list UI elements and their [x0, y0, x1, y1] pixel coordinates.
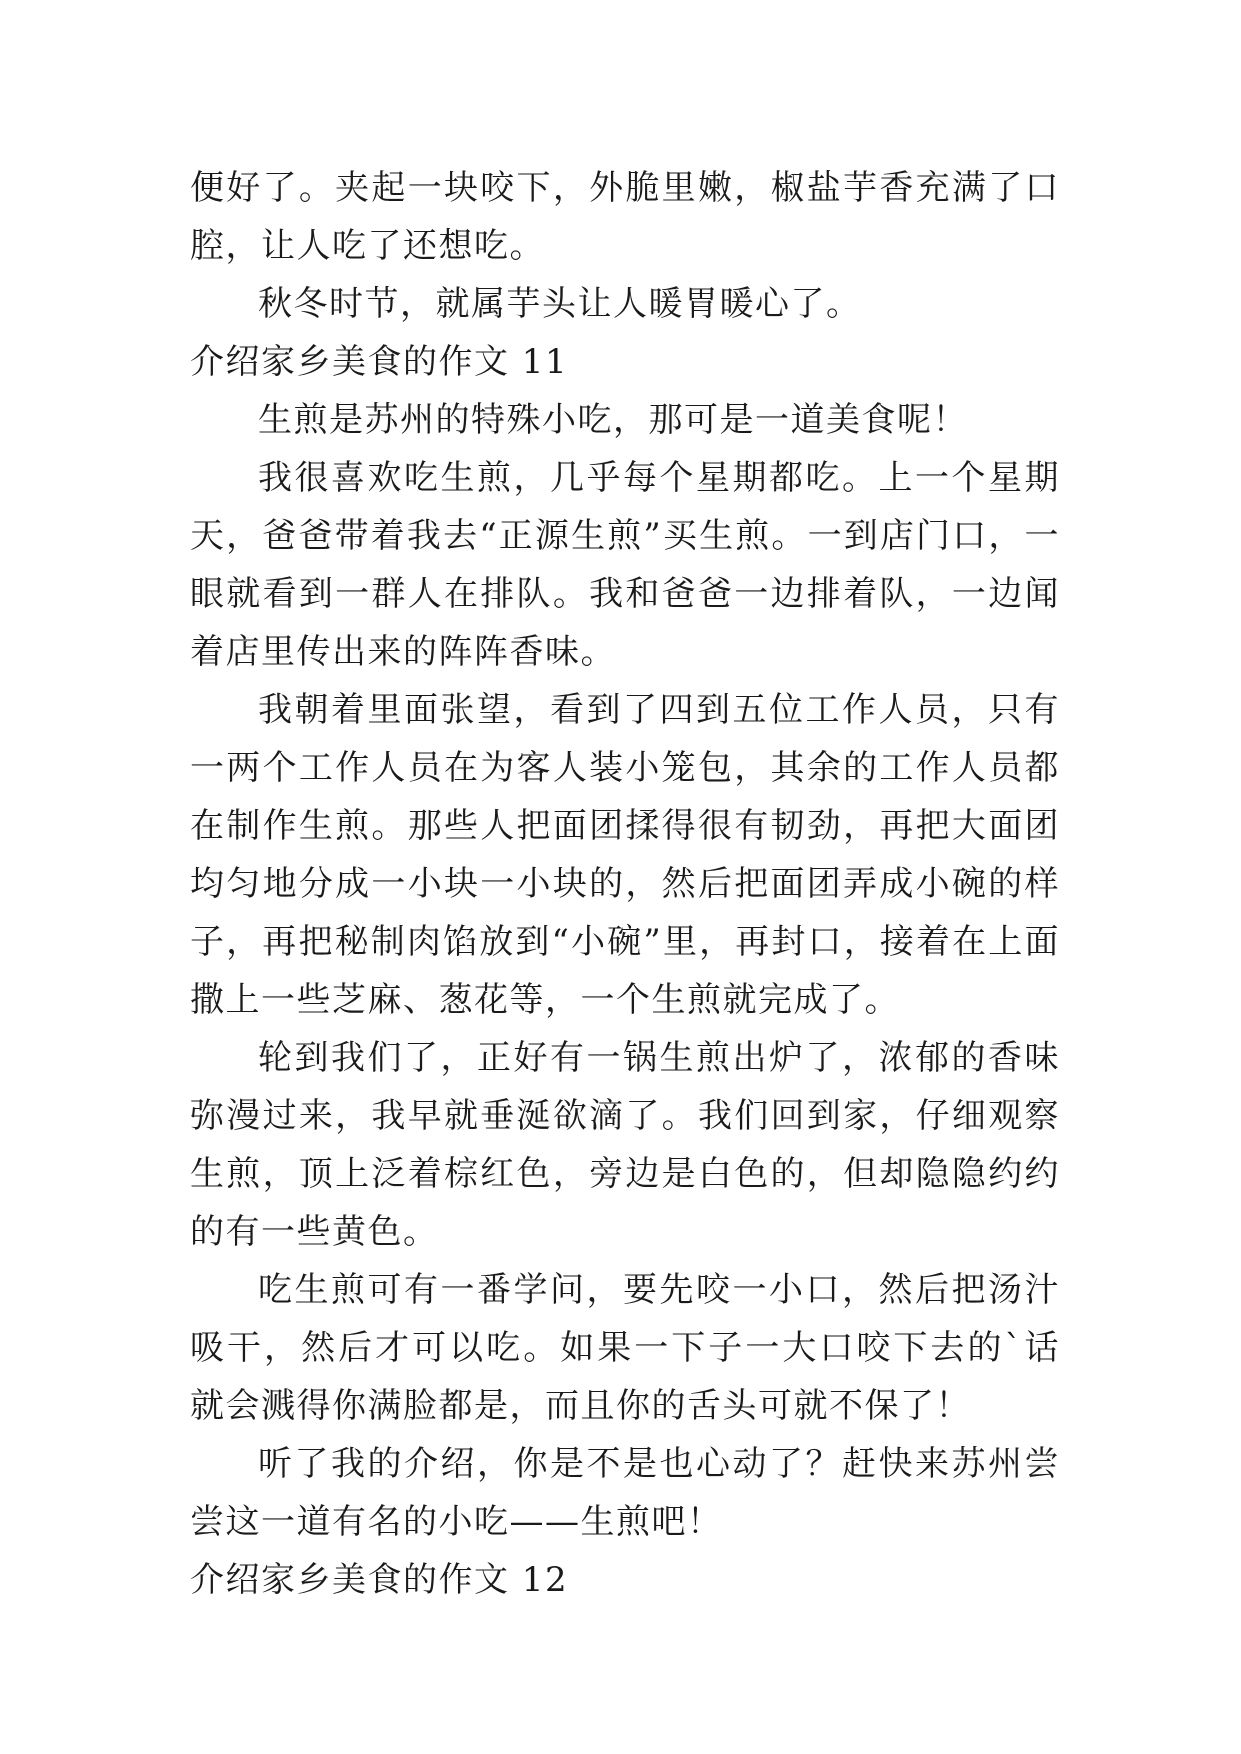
- document-body: [190, 159, 1060, 1609]
- paragraph: 我很喜欢吃生煎，几乎每个星期都吃。上一个星期天，爸爸带着我去“正源生煎”买生煎。一到店门口，一眼就看到一群人在排队。我和爸爸一边排着队，一边闻着店里传出来的阵阵香味。: [190, 458, 1060, 672]
- section-heading: 介绍家乡美食的作文 12: [190, 1560, 569, 1600]
- paragraph: 生煎是苏州的特殊小吃，那可是一道美食呢！: [258, 400, 968, 440]
- paragraph: 轮到我们了，正好有一锅生煎出炉了，浓郁的香味弥漫过来，我早就垂涎欲滴了。我们回到家，仔细观察生煎，顶上泛着棕红色，旁边是白色的，但却隐隐约约的有一些黄色。: [190, 1038, 1060, 1252]
- section-heading: 介绍家乡美食的作文 11: [190, 342, 569, 382]
- paragraph-continued: 便好了。夹起一块咬下，外脆里嫩，椒盐芋香充满了口腔，让人吃了还想吃。: [190, 168, 1060, 266]
- paragraph: 听了我的介绍，你是不是也心动了？赶快来苏州尝尝这一道有名的小吃——生煎吧！: [190, 1444, 1060, 1542]
- paragraph: 吃生煎可有一番学问，要先咬一小口，然后把汤汁吸干，然后才可以吃。如果一下子一大口咬下去的`话就会溅得你满脸都是，而且你的舌头可就不保了！: [190, 1270, 1060, 1426]
- paragraph: 我朝着里面张望，看到了四到五位工作人员，只有一两个工作人员在为客人装小笼包，其余的工作人员都在制作生煎。那些人把面团揉得很有韧劲，再把大面团均匀地分成一小块一小块的，然后把面团弄成小碗的样子，再把秘制肉馅放到“小碗”里，再封口，接着在上面撒上一些芝麻、葱花等，一个生煎就完成了。: [190, 690, 1060, 1020]
- paragraph: 秋冬时节，就属芋头让人暖胃暖心了。: [258, 284, 862, 324]
